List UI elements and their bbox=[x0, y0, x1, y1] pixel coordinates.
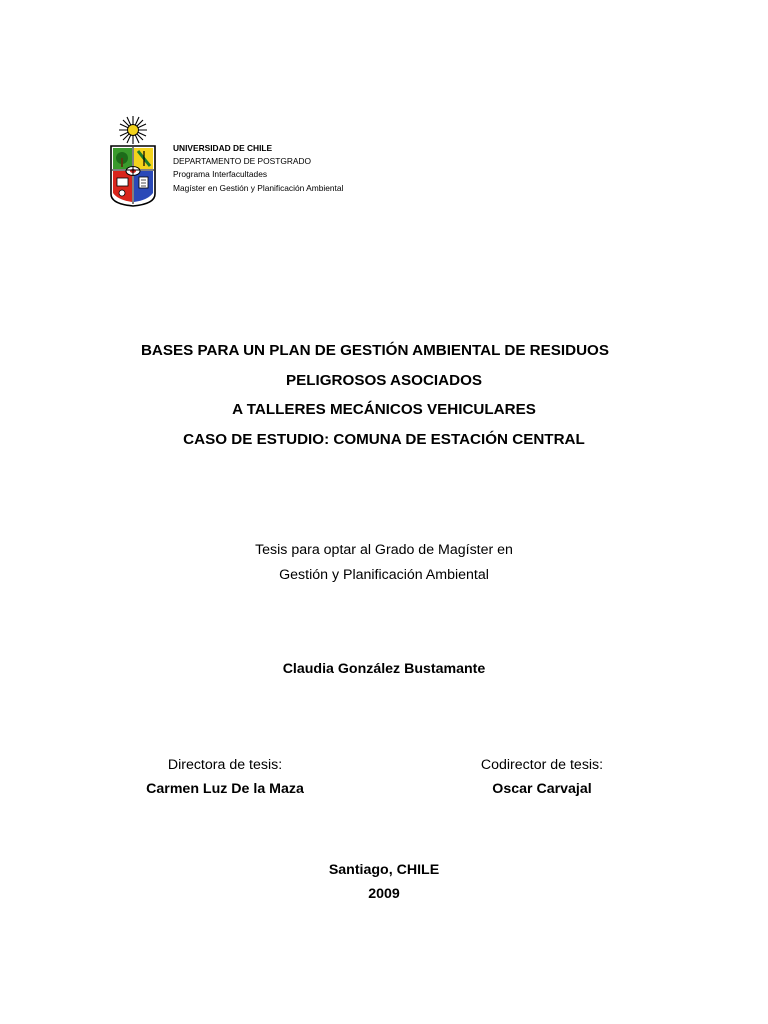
place-city: Santiago, CHILE bbox=[328, 862, 440, 878]
university-coat-of-arms-icon bbox=[106, 114, 160, 208]
department-name: DEPARTAMENTO DE POSTGRADO bbox=[173, 156, 312, 167]
degree-program-name: Magíster en Gestión y Planificación Ambiental bbox=[173, 182, 344, 193]
degree-line-1: Tesis para optar al Grado de Magíster en bbox=[255, 542, 513, 558]
degree-statement bbox=[0, 538, 768, 587]
title-line-3: A TALLERES MECÁNICOS VEHICULARES bbox=[232, 401, 536, 418]
place-and-year bbox=[0, 858, 768, 906]
codirector-name: Oscar Carvajal bbox=[492, 781, 592, 797]
thesis-director bbox=[110, 753, 340, 801]
place-year: 2009 bbox=[368, 886, 400, 902]
program-name: Programa Interfacultades bbox=[173, 169, 268, 180]
degree-line-2: Gestión y Planificación Ambiental bbox=[279, 566, 489, 583]
thesis-codirector bbox=[430, 753, 654, 801]
director-role: Directora de tesis: bbox=[167, 757, 283, 773]
university-name: UNIVERSIDAD DE CHILE bbox=[173, 143, 273, 153]
codirector-role: Codirector de tesis: bbox=[480, 757, 604, 773]
title-line-1: BASES PARA UN PLAN DE GESTIÓN AMBIENTAL DE RESIDUOS bbox=[140, 342, 610, 359]
author-name: Claudia González Bustamante bbox=[282, 661, 486, 677]
thesis-title bbox=[0, 340, 768, 458]
title-line-2: PELIGROSOS ASOCIADOS bbox=[285, 371, 483, 389]
title-line-4: CASO DE ESTUDIO: COMUNA DE ESTACIÓN CENTRAL bbox=[183, 430, 585, 448]
institution-block bbox=[173, 142, 343, 195]
director-name: Carmen Luz De la Maza bbox=[146, 781, 304, 797]
